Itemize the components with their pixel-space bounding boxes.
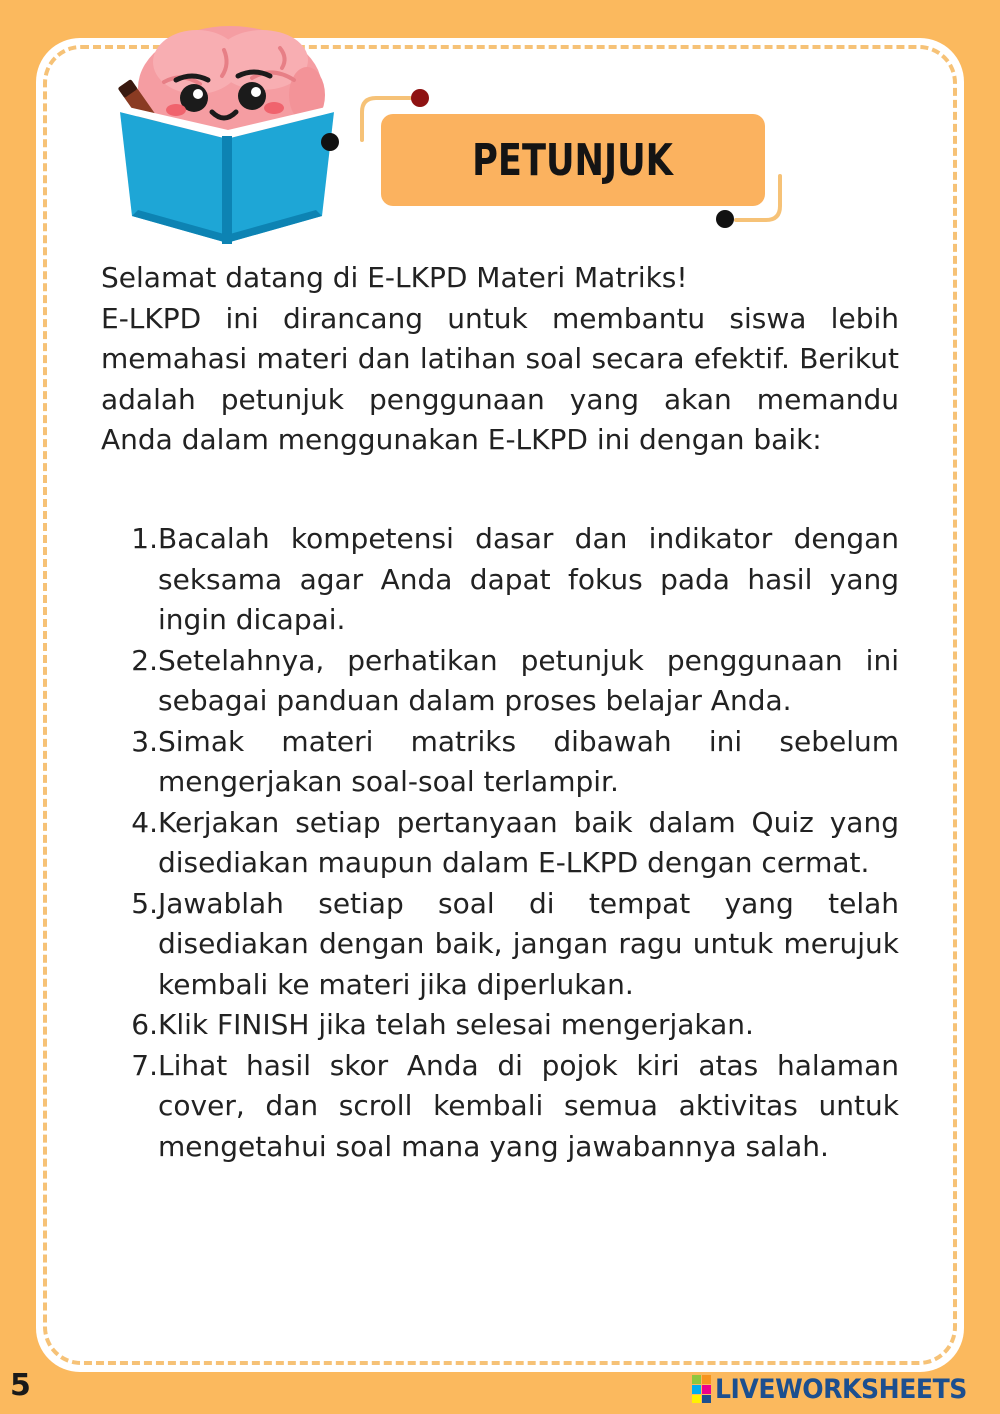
- list-item-number: 7.: [131, 1048, 158, 1082]
- page-number: 5: [10, 1368, 31, 1403]
- list-item-text: Setelahnya, perhatikan petunjuk penggunaan ini sebagai panduan dalam proses belajar Anda.: [158, 643, 899, 717]
- list-item-number: 2.: [131, 643, 158, 677]
- intro-greeting: Selamat datang di E-LKPD Materi Matriks!: [101, 261, 688, 294]
- intro-description: E-LKPD ini dirancang untuk membantu siswa lebih memahasi materi dan latihan soal secara efektif. Berikut adalah petunjuk penggunaan yang akan memandu Anda dalam menggunakan E-LKPD ini dengan baik:: [101, 301, 899, 456]
- brain-reading-book-illustration: [112, 20, 342, 245]
- list-item-text: Klik FINISH jika telah selesai mengerjakan.: [158, 1008, 754, 1041]
- list-item-number: 4.: [131, 805, 158, 839]
- list-item: [101, 1005, 899, 1046]
- instruction-list: [101, 519, 899, 1167]
- list-item-text: Bacalah kompetensi dasar dan indikator dengan seksama agar Anda dapat fokus pada hasil yang ingin dicapai.: [158, 522, 899, 636]
- brand-name: LIVEWORKSHEETS: [715, 1373, 967, 1405]
- list-item: [101, 519, 899, 641]
- list-item: [101, 803, 899, 884]
- list-item-text: Kerjakan setiap pertanyaan baik dalam Quiz yang disediakan maupun dalam E-LKPD dengan cermat.: [158, 805, 899, 879]
- list-item: [101, 884, 899, 1006]
- list-item: [101, 1046, 899, 1168]
- liveworksheets-logo-icon: [692, 1375, 712, 1403]
- list-item-number: 5.: [131, 886, 158, 920]
- list-item-number: 1.: [131, 522, 158, 555]
- list-item: [101, 722, 899, 803]
- list-item: [101, 641, 899, 722]
- liveworksheets-logo-link[interactable]: [692, 1372, 986, 1406]
- page-title: PETUNJUK: [472, 134, 674, 186]
- list-item-number: 3.: [131, 724, 158, 758]
- list-item-text: Jawablah setiap soal di tempat yang telah disediakan dengan baik, jangan ragu untuk merujuk kembali ke materi jika diperlukan.: [158, 886, 899, 1001]
- list-item-text: Lihat hasil skor Anda di pojok kiri atas halaman cover, dan scroll kembali semua aktivitas untuk mengetahui soal mana yang jawabannya salah.: [158, 1048, 899, 1163]
- list-item-number: 6.: [131, 1008, 158, 1041]
- intro-paragraph: [101, 258, 899, 461]
- list-item-text: Simak materi matriks dibawah ini sebelum mengerjakan soal-soal terlampir.: [158, 724, 899, 798]
- title-banner: [381, 114, 765, 206]
